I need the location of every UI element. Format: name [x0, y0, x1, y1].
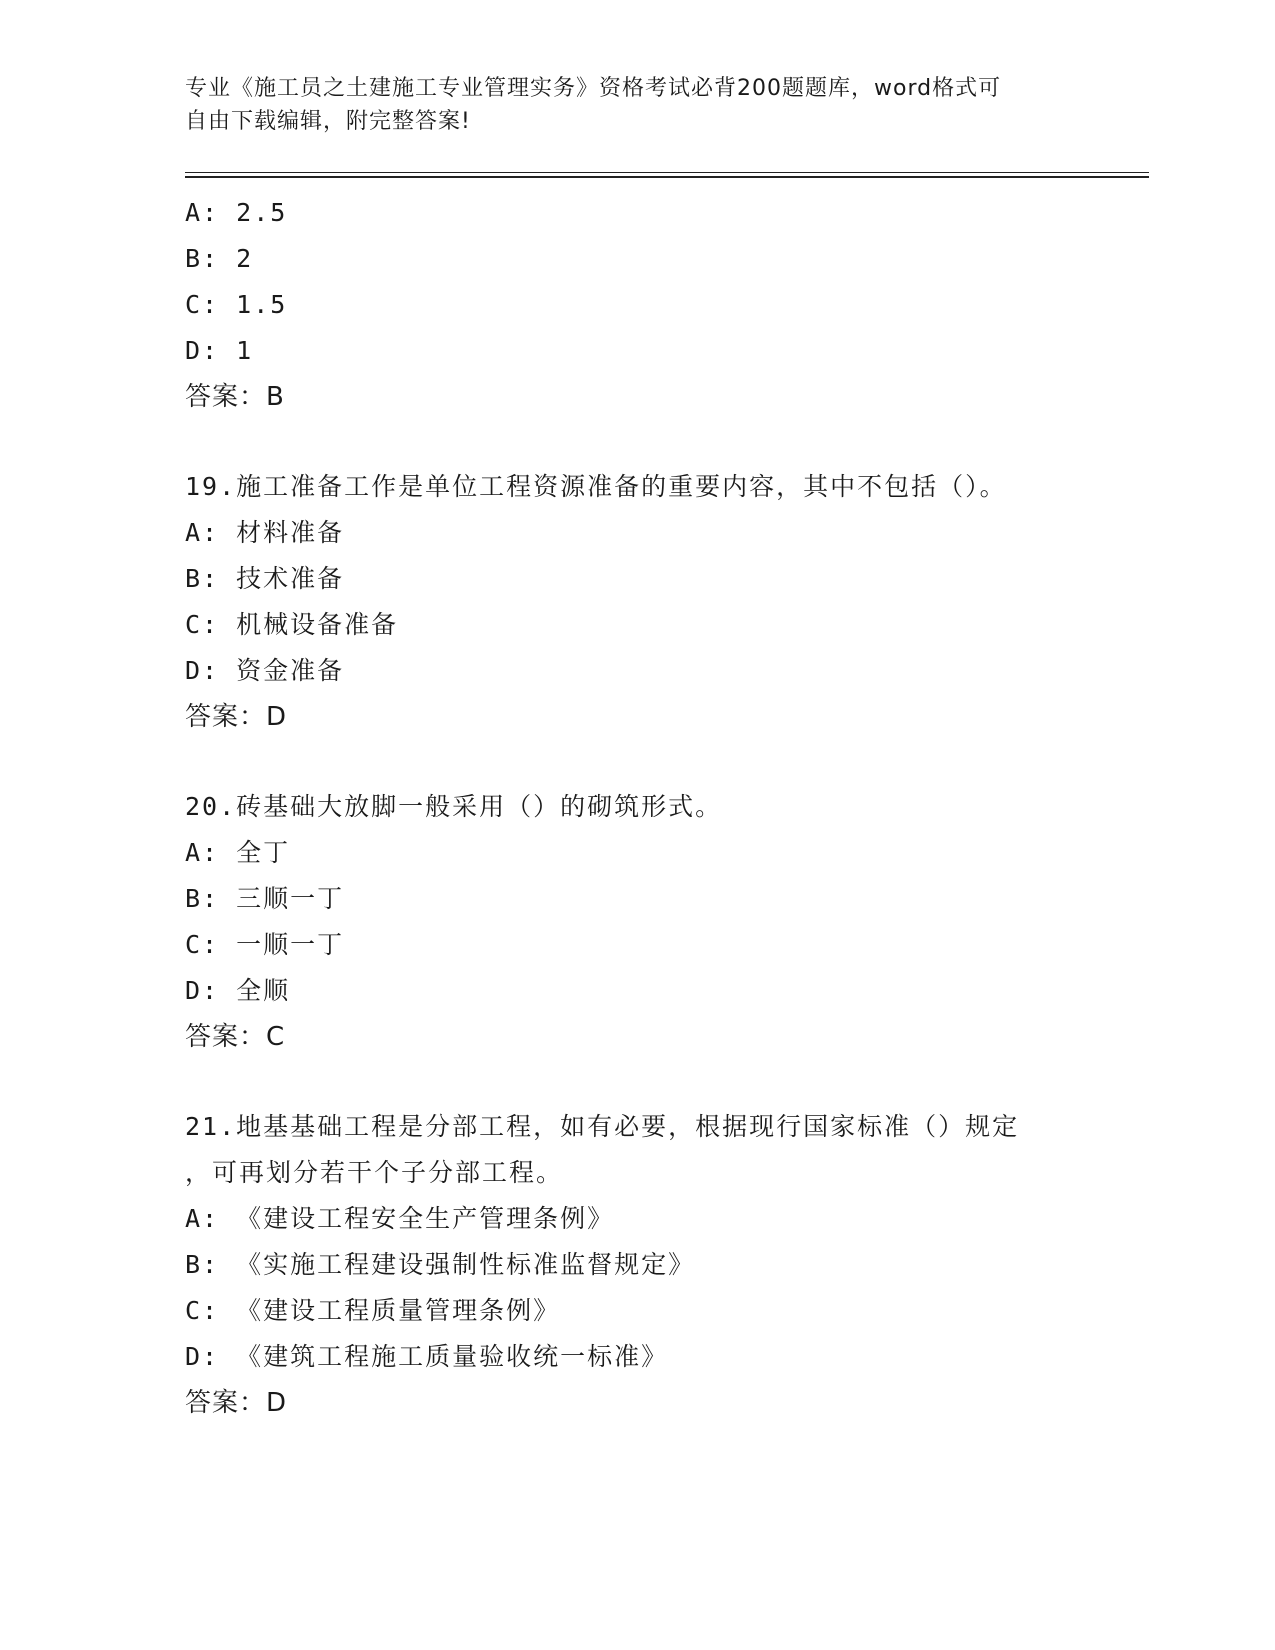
- option-d: D: 《建筑工程施工质量验收统一标准》: [185, 1342, 669, 1371]
- question-21: [185, 1104, 1105, 1426]
- option-b: B: 三顺一丁: [185, 884, 345, 913]
- option-d: D: 全顺: [185, 976, 291, 1005]
- option-c: C: 《建设工程质量管理条例》: [185, 1296, 561, 1325]
- answer: 答案：D: [185, 1388, 288, 1418]
- header-line-1: 专业《施工员之土建施工专业管理实务》资格考试必背200题题库，word格式可: [185, 76, 1002, 101]
- option-c: C: 1.5: [185, 290, 288, 319]
- header-divider-thick: [185, 176, 1149, 178]
- option-c: C: 一顺一丁: [185, 930, 345, 959]
- option-d: D: 资金准备: [185, 656, 345, 685]
- answer: 答案：B: [185, 382, 285, 412]
- header-divider-thin: [185, 172, 1149, 173]
- question-18: [185, 190, 1105, 420]
- option-a: A: 《建设工程安全生产管理条例》: [185, 1204, 615, 1233]
- option-a: A: 2.5: [185, 198, 288, 227]
- option-a: A: 材料准备: [185, 518, 345, 547]
- option-b: B: 《实施工程建设强制性标准监督规定》: [185, 1250, 696, 1279]
- answer: 答案：C: [185, 1022, 286, 1052]
- question-20: [185, 784, 1105, 1060]
- question-text: 20.砖基础大放脚一般采用（）的砌筑形式。: [185, 792, 723, 821]
- question-text-line-1: 21.地基基础工程是分部工程，如有必要，根据现行国家标准（）规定: [185, 1112, 1020, 1141]
- answer: 答案：D: [185, 702, 288, 732]
- option-b: B: 2: [185, 244, 254, 273]
- option-c: C: 机械设备准备: [185, 610, 399, 639]
- question-text: 19.施工准备工作是单位工程资源准备的重要内容，其中不包括（）。: [185, 472, 1007, 501]
- question-list: [185, 190, 1105, 1426]
- option-b: B: 技术准备: [185, 564, 345, 593]
- header-line-2: 自由下载编辑，附完整答案!: [185, 109, 471, 134]
- option-d: D: 1: [185, 336, 254, 365]
- question-text-line-2: ，可再划分若干个子分部工程。: [185, 1158, 564, 1187]
- question-19: [185, 464, 1105, 740]
- option-a: A: 全丁: [185, 838, 291, 867]
- page-header: [185, 72, 1085, 138]
